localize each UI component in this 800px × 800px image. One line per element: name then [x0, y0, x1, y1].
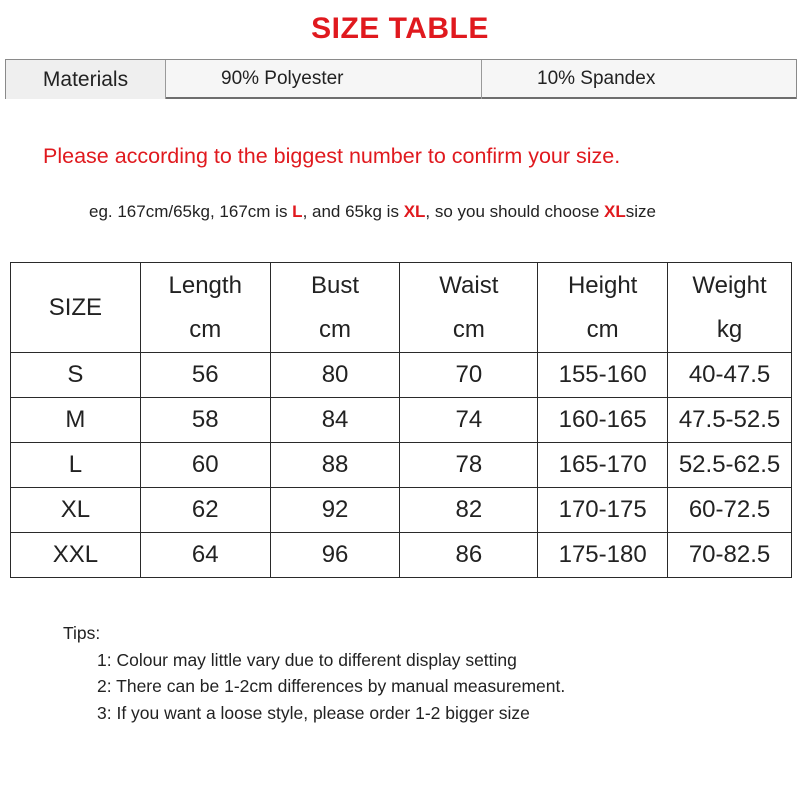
cell-height: 175-180: [538, 533, 668, 578]
example-text: , and 65kg is: [302, 202, 404, 221]
materials-label: Materials: [6, 60, 166, 99]
table-header-row: [11, 263, 792, 353]
cell-bust: 92: [270, 488, 400, 533]
example-text: , so you should choose: [425, 202, 605, 221]
cell-weight: 60-72.5: [668, 488, 792, 533]
cell-weight: 40-47.5: [668, 353, 792, 398]
header-unit: cm: [319, 315, 352, 343]
cell-waist: 70: [400, 353, 538, 398]
table-row: [11, 533, 792, 578]
header-name: Length: [168, 271, 242, 299]
header-unit: cm: [452, 315, 485, 343]
tip-item: 1: Colour may little vary due to different display setting: [97, 649, 517, 670]
cell-bust: 88: [270, 443, 400, 488]
cell-size: S: [11, 353, 141, 398]
materials-value-spandex: 10% Spandex: [537, 68, 656, 89]
size-example: [89, 202, 656, 222]
header-unit: cm: [586, 315, 619, 343]
header-unit: kg: [716, 315, 743, 343]
header-waist: [400, 263, 538, 353]
cell-waist: 74: [400, 398, 538, 443]
header-name: Weight: [692, 271, 767, 299]
materials-table: [5, 59, 797, 99]
cell-weight: 70-82.5: [668, 533, 792, 578]
table-row: [11, 443, 792, 488]
cell-height: 160-165: [538, 398, 668, 443]
header-weight: [668, 263, 792, 353]
table-row: [11, 353, 792, 398]
cell-length: 60: [140, 443, 270, 488]
header-name: Waist: [439, 271, 499, 299]
page-title: SIZE TABLE: [311, 12, 489, 45]
cell-length: 62: [140, 488, 270, 533]
example-highlight-xl: XL: [403, 202, 426, 221]
cell-height: 155-160: [538, 353, 668, 398]
cell-weight: 52.5-62.5: [668, 443, 792, 488]
table-row: [11, 488, 792, 533]
example-highlight-xl: XL: [604, 202, 626, 221]
cell-waist: 82: [400, 488, 538, 533]
cell-size: M: [11, 398, 141, 443]
header-height: [538, 263, 668, 353]
cell-size: XXL: [11, 533, 141, 578]
header-name: Height: [567, 271, 638, 299]
example-highlight-l: L: [292, 202, 303, 221]
cell-bust: 84: [270, 398, 400, 443]
cell-length: 56: [140, 353, 270, 398]
header-bust: [270, 263, 400, 353]
tips-section: [63, 620, 565, 726]
cell-weight: 47.5-52.5: [668, 398, 792, 443]
cell-size: XL: [11, 488, 141, 533]
cell-bust: 80: [270, 353, 400, 398]
header-name: Bust: [311, 271, 360, 299]
example-text: size: [625, 202, 657, 221]
size-notice: Please according to the biggest number to confirm your size.: [43, 144, 621, 168]
cell-height: 170-175: [538, 488, 668, 533]
table-row: [11, 398, 792, 443]
header-unit: cm: [189, 315, 222, 343]
cell-length: 58: [140, 398, 270, 443]
cell-waist: 86: [400, 533, 538, 578]
example-text: eg. 167cm/65kg, 167cm is: [89, 202, 293, 221]
header-length: [140, 263, 270, 353]
cell-length: 64: [140, 533, 270, 578]
cell-size: L: [11, 443, 141, 488]
materials-value-polyester: 90% Polyester: [166, 60, 482, 99]
cell-bust: 96: [270, 533, 400, 578]
tip-item: 2: There can be 1-2cm differences by manual measurement.: [97, 676, 566, 696]
header-size: SIZE: [11, 263, 141, 353]
tips-heading: Tips:: [63, 623, 101, 643]
tip-item: 3: If you want a loose style, please order 1-2 bigger size: [97, 702, 530, 723]
cell-height: 165-170: [538, 443, 668, 488]
cell-waist: 78: [400, 443, 538, 488]
size-chart-table: [10, 262, 792, 578]
